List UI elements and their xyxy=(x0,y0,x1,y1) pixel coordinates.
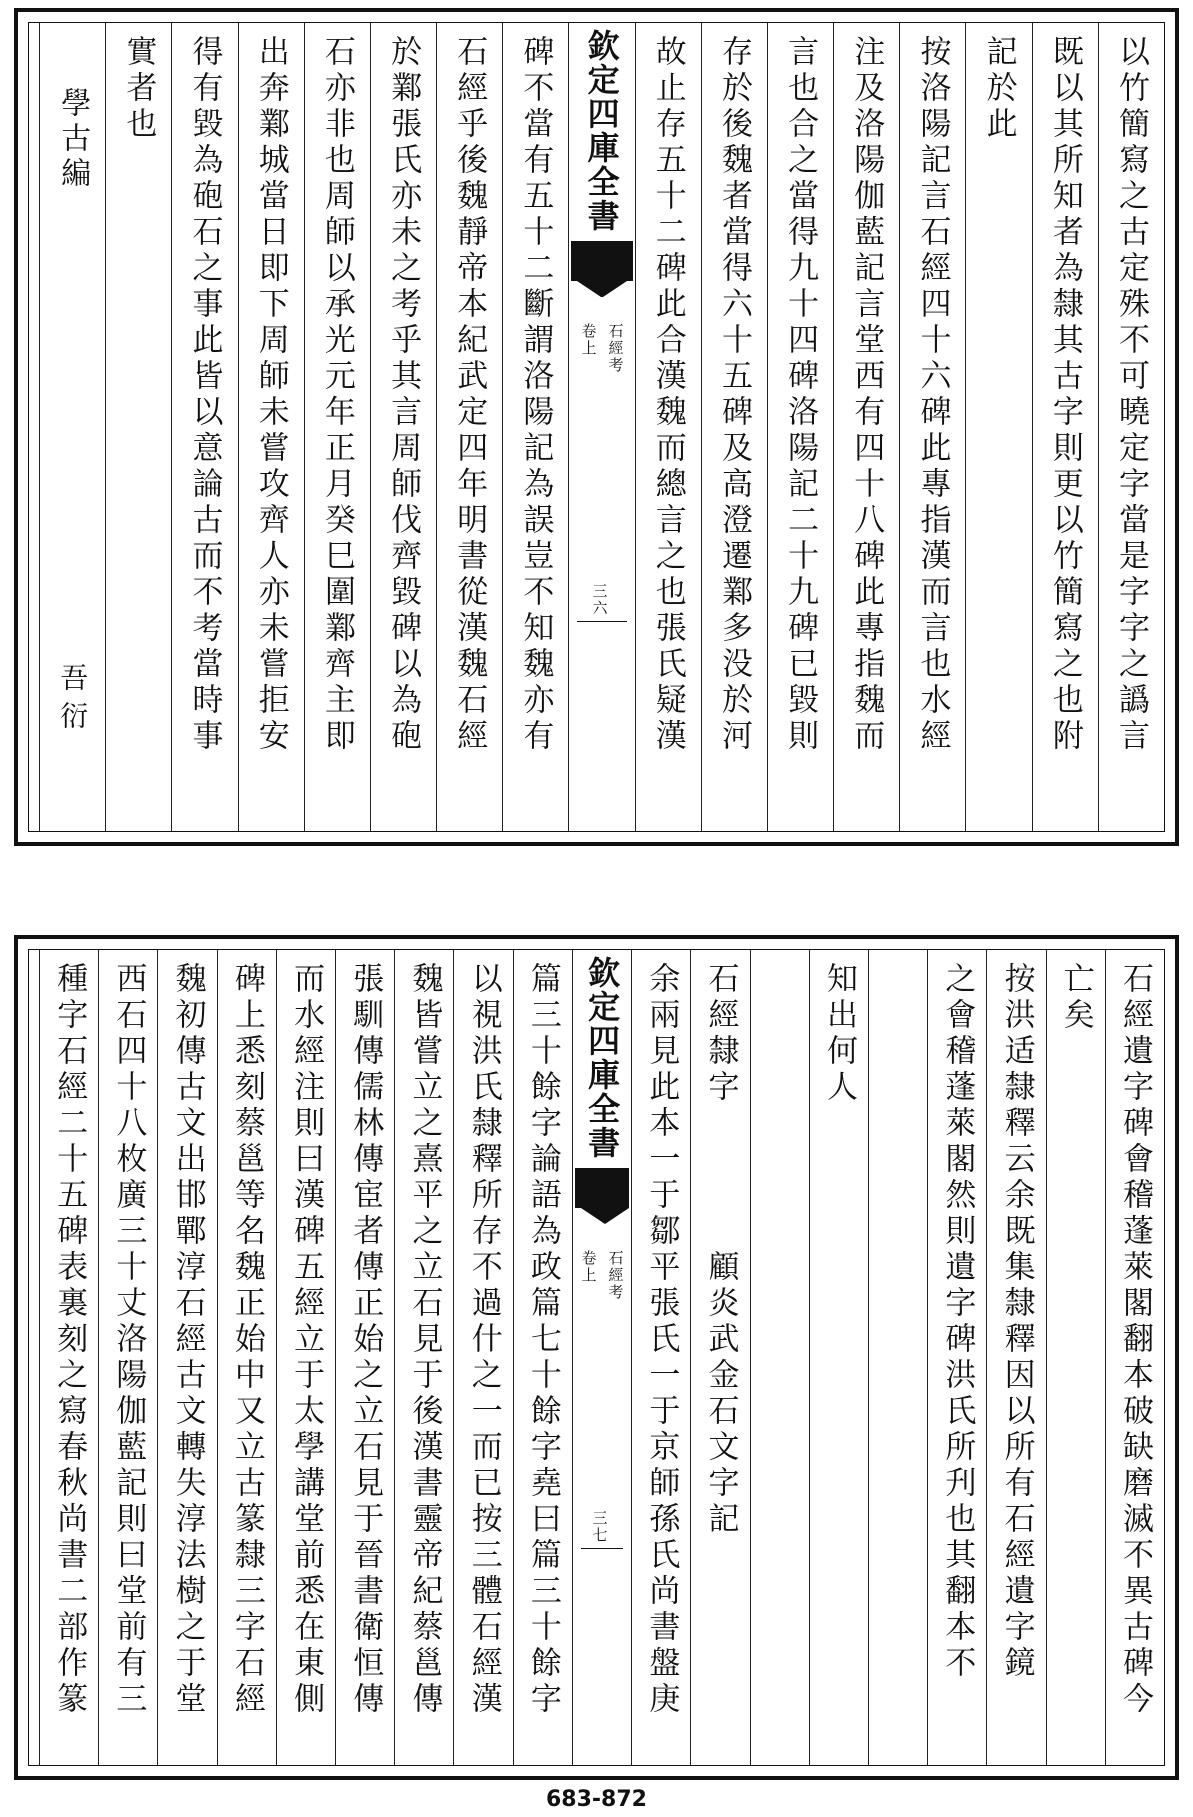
text-column xyxy=(635,23,701,831)
footer-column xyxy=(39,23,105,831)
bottom-text-block xyxy=(28,949,1165,1766)
column-text: 知出何人 xyxy=(820,962,857,1106)
fishtail-volume: 卷上 xyxy=(579,1250,598,1284)
fishtail-leaf: 三六 xyxy=(590,583,609,617)
column-text: 既以其所知者為隸其古字則更以竹簡寫之也附 xyxy=(1046,35,1083,755)
text-column xyxy=(965,23,1031,831)
column-text: 記於此 xyxy=(980,35,1017,143)
column-text: 西石四十八枚廣三十丈洛陽伽藍記則曰堂前有三 xyxy=(110,962,147,1718)
text-column xyxy=(171,23,237,831)
fishtail-line xyxy=(577,621,626,622)
text-column xyxy=(1098,23,1164,831)
fishtail-title: 欽定四庫全書 xyxy=(582,29,621,233)
text-column xyxy=(1046,950,1105,1765)
column-text: 按洪适隸釋云余既集隸釋因以所有石經遺字鏡 xyxy=(998,962,1035,1682)
text-column xyxy=(105,23,171,831)
column-text: 亡矣 xyxy=(1057,962,1094,1034)
text-column xyxy=(809,950,868,1765)
fishtail-book: 石經考 xyxy=(606,1250,625,1301)
text-column xyxy=(701,23,767,831)
top-page xyxy=(14,8,1179,846)
column-text: 碑上悉刻蔡邕等名魏正始中又立古篆隸三字石經 xyxy=(228,962,265,1718)
text-column xyxy=(750,950,809,1765)
column-text: 以視洪氏隸釋所存不過什之一而已按三體石經漢 xyxy=(465,962,502,1718)
text-column xyxy=(868,950,927,1765)
fishtail-line xyxy=(581,1548,623,1549)
page-number: 683-872 xyxy=(546,1787,647,1812)
text-column xyxy=(899,23,965,831)
column-text: 魏皆嘗立之熹平之立石見于後漢書靈帝紀蔡邕傳 xyxy=(406,962,443,1718)
column-text: 石經隸字 顧炎武金石文字記 xyxy=(702,962,739,1538)
fishtail-leaf: 三七 xyxy=(590,1510,609,1544)
column-text: 按洛陽記言石經四十六碑此專指漢而言也水經 xyxy=(914,35,951,755)
column-text: 石經乎後魏靜帝本紀武定四年明書從漢魏石經 xyxy=(451,35,488,755)
text-column xyxy=(833,23,899,831)
column-text: 石亦非也周師以承光元年正月癸巳圍鄴齊主即 xyxy=(318,35,355,755)
text-column xyxy=(631,950,690,1765)
text-column xyxy=(453,950,512,1765)
text-column xyxy=(513,950,572,1765)
text-column xyxy=(1032,23,1098,831)
fishtail-column xyxy=(568,23,634,831)
fishtail-column xyxy=(572,950,631,1765)
column-text: 出奔鄴城當日即下周師未嘗攻齊人亦未嘗拒安 xyxy=(252,35,289,755)
column-text: 以竹簡寫之古定殊不可曉定字當是字字之譌言 xyxy=(1113,35,1149,755)
fishtail-mark xyxy=(575,1168,629,1208)
text-column xyxy=(502,23,568,831)
column-text: 篇三十餘字論語為政篇七十餘字堯曰篇三十餘字 xyxy=(524,962,561,1718)
column-text: 碑不當有五十二斷謂洛陽記為誤豈不知魏亦有 xyxy=(517,35,554,755)
footer-book-title: 學古編 xyxy=(55,87,91,192)
fishtail-mark xyxy=(571,241,632,281)
column-text: 實者也 xyxy=(120,35,157,143)
column-text: 種字石經二十五碑表裏刻之寫春秋尚書二部作篆 xyxy=(51,962,88,1718)
text-column xyxy=(217,950,276,1765)
top-text-block xyxy=(28,22,1165,832)
column-text: 張馴傳儒林傳宦者傳正始之立石見于晉書衛恒傳 xyxy=(347,962,384,1718)
fishtail-title: 欽定四庫全書 xyxy=(583,956,622,1160)
column-text: 存於後魏者當得六十五碑及高澄遷鄴多没於河 xyxy=(715,35,752,755)
text-column xyxy=(986,950,1045,1765)
column-text: 得有毀為砲石之事此皆以意論古而不考當時事 xyxy=(186,35,223,755)
column-text: 於鄴張氏亦未之考乎其言周師伐齊毀碑以為砲 xyxy=(385,35,422,755)
column-text: 魏初傳古文出邯鄲淳石經古文轉失淳法樹之于堂 xyxy=(169,962,206,1718)
text-column xyxy=(157,950,216,1765)
text-column xyxy=(335,950,394,1765)
text-column xyxy=(304,23,370,831)
text-column xyxy=(436,23,502,831)
text-column xyxy=(767,23,833,831)
column-text: 故止存五十二碑此合漢魏而總言之也張氏疑漢 xyxy=(649,35,686,755)
text-column xyxy=(276,950,335,1765)
fishtail-volume: 卷上 xyxy=(579,323,598,357)
text-column xyxy=(690,950,749,1765)
fishtail-book: 石經考 xyxy=(606,323,625,374)
text-column xyxy=(370,23,436,831)
column-text: 之會稽蓬萊閣然則遺字碑洪氏所刋也其翻本不 xyxy=(939,962,976,1682)
column-text: 而水經注則曰漢碑五經立于太學講堂前悉在東側 xyxy=(288,962,325,1718)
text-column xyxy=(394,950,453,1765)
bottom-page xyxy=(14,935,1179,1780)
text-column xyxy=(1105,950,1164,1765)
column-text: 石經遺字碑會稽蓬萊閣翻本破缺磨滅不異古碑今 xyxy=(1117,962,1153,1718)
text-column xyxy=(238,23,304,831)
text-column xyxy=(98,950,157,1765)
text-column xyxy=(927,950,986,1765)
column-text: 言也合之當得九十四碑洛陽記二十九碑已毀則 xyxy=(782,35,819,755)
column-text: 余兩見此本一于鄒平張氏一于京師孫氏尚書盤庚 xyxy=(643,962,680,1718)
column-text: 注及洛陽伽藍記言堂西有四十八碑此專指魏而 xyxy=(848,35,885,755)
text-column xyxy=(39,950,98,1765)
footer-author: 吾衍 xyxy=(56,663,90,739)
